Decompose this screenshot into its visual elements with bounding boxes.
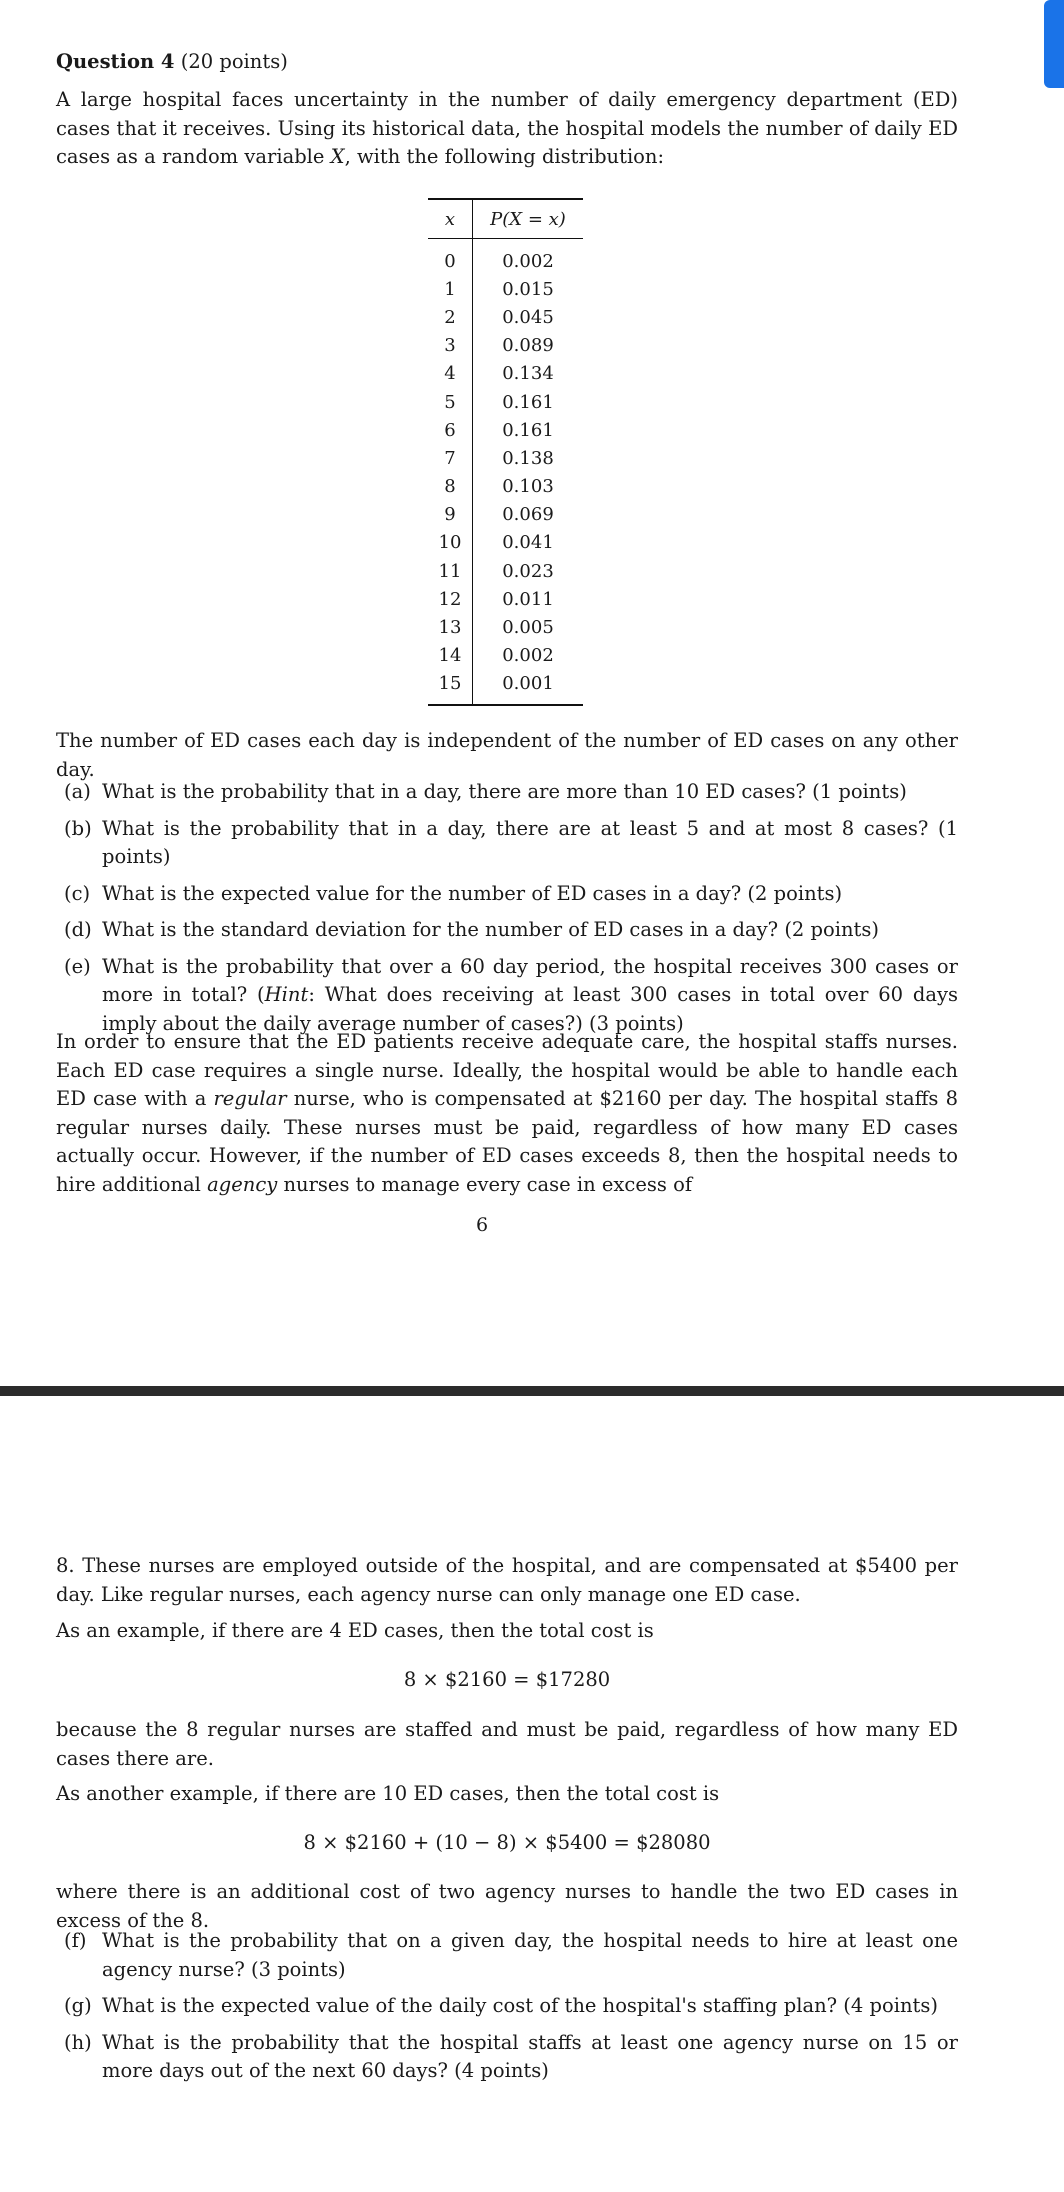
question-part: (d) What is the standard deviation for the number of ED cases in a day? (2 points) — [64, 918, 880, 941]
table-cell-x: 6 — [428, 416, 473, 444]
table-row — [428, 473, 583, 501]
table-row — [428, 501, 583, 529]
table-row — [428, 557, 583, 585]
table-cell-p: 0.069 — [502, 504, 554, 526]
table-cell-p: 0.011 — [502, 588, 554, 610]
equation-1: 8 × $2160 = $17280 — [403, 1668, 611, 1691]
table-cell-p: 0.041 — [502, 532, 554, 554]
question-part: (h) What is the probability that the hospital staffs at least one agency nurse on 15 or more days out of the next 60 days? (4 points) — [64, 2030, 958, 2082]
table-cell-p: 0.161 — [502, 419, 554, 441]
independence-note: The number of ED cases each day is independent of the number of ED cases on any other day. — [56, 729, 958, 781]
table-cell-x: 15 — [428, 670, 473, 705]
table-row — [428, 332, 583, 360]
table-row — [428, 303, 583, 331]
probability-table — [428, 198, 583, 706]
table-cell-x: 2 — [428, 303, 473, 331]
question-part: (f) What is the probability that on a given day, the hospital needs to hire at least one agency nurse? (3 points) — [64, 1929, 958, 1981]
example-1-text: As an example, if there are 4 ED cases, then the total cost is — [56, 1619, 654, 1642]
because-paragraph: because the 8 regular nurses are staffed and must be paid, regardless of how many ED cases there are. — [56, 1718, 958, 1770]
table-row — [428, 585, 583, 613]
table-header-p: P(X = x) — [490, 208, 566, 230]
table-cell-x: 7 — [428, 444, 473, 472]
table-row — [428, 642, 583, 670]
table-cell-x: 1 — [428, 275, 473, 303]
equation-2: 8 × $2160 + (10 − 8) × $5400 = $28080 — [303, 1831, 711, 1854]
question-part: (b) What is the probability that in a day, there are at least 5 and at most 8 cases? (1 points) — [64, 816, 958, 868]
table-cell-x: 9 — [428, 501, 473, 529]
staffing-paragraph: In order to ensure that the ED patients receive adequate care, the hospital staffs nurses. Each ED case requires a single nurse. Ideally, the hospital would be able to handle each ED case with a regular nurse, who is compensated at $2160 per day. The hospital staffs 8 regular nurses daily. These nurses must be paid, regardless of how many ED cases actually occur. However, if the number of ED cases exceeds 8, then the hospital needs to hire additional agency nurses to manage every case in excess of — [56, 1030, 958, 1196]
table-row — [428, 416, 583, 444]
table-cell-x: 11 — [428, 557, 473, 585]
table-cell-x: 5 — [428, 388, 473, 416]
table-header-x: x — [428, 199, 473, 239]
example-2-text: As another example, if there are 10 ED cases, then the total cost is — [56, 1782, 720, 1805]
question-intro: A large hospital faces uncertainty in the number of daily emergency department (ED) cases that it receives. Using its historical data, the hospital models the number of daily ED cases as a random variable X, with the following distribution: — [56, 88, 958, 168]
question-part: (g) What is the expected value of the daily cost of the hospital's staffing plan? (4 points) — [64, 1994, 938, 2017]
table-row — [428, 388, 583, 416]
table-cell-x: 8 — [428, 473, 473, 501]
part-e: (e) What is the probability that over a 60 day period, the hospital receives 300 cases or more in total? (Hint: What does receiving at least 300 cases in total over 60 days imply about the daily average number of cases?) (3 points) — [64, 954, 958, 1035]
table-cell-x: 14 — [428, 642, 473, 670]
table-cell-x: 13 — [428, 613, 473, 641]
table-row — [428, 529, 583, 557]
table-row — [428, 275, 583, 303]
table-cell-p: 0.023 — [502, 560, 554, 582]
table-cell-p: 0.134 — [502, 363, 554, 385]
page-divider — [0, 1386, 1064, 1396]
table-cell-x: 10 — [428, 529, 473, 557]
table-cell-p: 0.001 — [502, 673, 554, 695]
table-row — [428, 670, 583, 705]
question-parts-a-e — [56, 778, 958, 1046]
question-parts-f-h — [56, 1927, 958, 2094]
table-cell-x: 12 — [428, 585, 473, 613]
table-cell-p: 0.005 — [502, 617, 554, 639]
table-cell-p: 0.015 — [502, 278, 554, 300]
question-title: Question 4 — [56, 50, 175, 73]
table-cell-p: 0.089 — [502, 335, 554, 357]
page-7 — [0, 1396, 1064, 2192]
table-cell-p: 0.138 — [502, 447, 554, 469]
table-row — [428, 360, 583, 388]
table-row — [428, 613, 583, 641]
table-row — [428, 444, 583, 472]
where-paragraph: where there is an additional cost of two agency nurses to handle the two ED cases in excess of the 8. — [56, 1880, 958, 1932]
table-cell-x: 0 — [428, 239, 473, 276]
table-cell-x: 3 — [428, 332, 473, 360]
table-cell-p: 0.002 — [502, 250, 554, 272]
question-part: (c) What is the expected value for the number of ED cases in a day? (2 points) — [64, 881, 843, 905]
question-heading — [56, 50, 288, 73]
question-points: (20 points) — [180, 50, 288, 73]
continued-paragraph: 8. These nurses are employed outside of the hospital, and are compensated at $5400 per day. Like regular nurses, each agency nurse can only manage one ED case. — [56, 1554, 958, 1606]
page-number: 6 — [475, 1214, 489, 1236]
table-cell-p: 0.002 — [502, 645, 554, 667]
question-part: (a) What is the probability that in a day, there are more than 10 ED cases? (1 points) — [64, 780, 907, 803]
table-cell-p: 0.045 — [502, 306, 554, 328]
table-cell-p: 0.161 — [502, 391, 554, 413]
table-row — [428, 239, 583, 276]
table-cell-x: 4 — [428, 360, 473, 388]
table-cell-p: 0.103 — [502, 476, 554, 498]
